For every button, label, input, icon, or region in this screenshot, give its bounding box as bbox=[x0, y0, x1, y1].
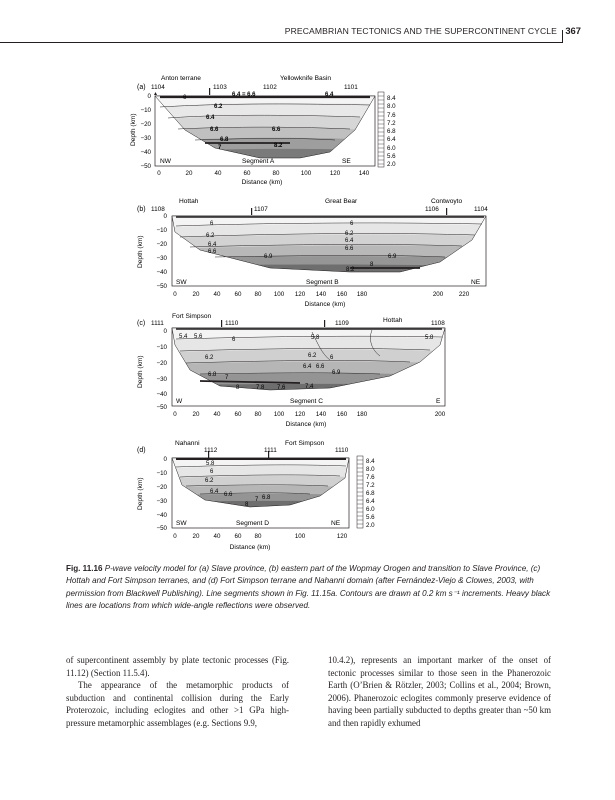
velocity-scale-value: 6.4 bbox=[387, 136, 396, 143]
contour-label: 6.4 bbox=[208, 242, 217, 248]
panel-d-distance-ticks bbox=[173, 533, 347, 540]
velocity-scale-value: 7.6 bbox=[366, 474, 375, 481]
panel-b-depth-axis-label: Depth (km) bbox=[137, 235, 144, 268]
body-column-right bbox=[328, 654, 551, 730]
panel-b-terrane-label: Hottah bbox=[179, 198, 199, 205]
velocity-scale-value: 6.0 bbox=[366, 506, 375, 513]
contour-label: 6.2 bbox=[214, 104, 223, 110]
contour-label: 6.2 bbox=[205, 355, 214, 361]
panel-a-station: 1103 bbox=[213, 84, 227, 91]
panel-b-direction-left: SW bbox=[176, 279, 187, 286]
panel-b-distance-ticks bbox=[173, 291, 469, 298]
svg-text:−40: −40 bbox=[156, 269, 167, 276]
contour-label: 6.4 = 6.6 bbox=[232, 92, 256, 98]
svg-text:20: 20 bbox=[192, 411, 200, 418]
svg-text:200: 200 bbox=[434, 411, 446, 418]
velocity-scale-value: 8.0 bbox=[387, 103, 396, 110]
running-head-title: PRECAMBRIAN TECTONICS AND THE SUPERCONTINENT CYCLE bbox=[284, 26, 557, 36]
svg-text:0: 0 bbox=[163, 456, 167, 463]
panel-c-direction-right: E bbox=[436, 398, 441, 405]
panel-c-distance-ticks bbox=[173, 411, 445, 418]
svg-text:60: 60 bbox=[234, 533, 242, 540]
contour-label: 6.8 bbox=[262, 495, 271, 501]
svg-text:−20: −20 bbox=[156, 241, 167, 248]
velocity-scale-value: 6.4 bbox=[366, 498, 375, 505]
panel-a bbox=[130, 75, 396, 186]
contour-label: 6.4 bbox=[345, 238, 354, 244]
svg-text:100: 100 bbox=[273, 411, 285, 418]
velocity-scale-value: 8.4 bbox=[387, 95, 396, 102]
velocity-scale-value: 5.6 bbox=[387, 153, 396, 160]
panel-c-segment-label: Segment C bbox=[290, 398, 323, 405]
svg-text:40: 40 bbox=[213, 533, 221, 540]
panel-a-direction-right: SE bbox=[342, 158, 351, 165]
panel-a-velocity-layers bbox=[155, 96, 375, 166]
svg-text:140: 140 bbox=[315, 291, 327, 298]
contour-label: 7 bbox=[218, 145, 222, 151]
panel-d-station: 1111 bbox=[264, 447, 277, 454]
svg-text:−50: −50 bbox=[156, 404, 167, 411]
panel-b-direction-right: NE bbox=[471, 279, 481, 286]
svg-text:20: 20 bbox=[192, 533, 200, 540]
svg-text:220: 220 bbox=[458, 291, 470, 298]
panel-c-terrane-label: Hottah bbox=[383, 317, 403, 324]
svg-text:20: 20 bbox=[192, 291, 200, 298]
panel-a-distance-axis-label: Distance (km) bbox=[241, 179, 283, 186]
panel-b-distance-axis-label: Distance (km) bbox=[304, 301, 346, 308]
contour-label: 7 bbox=[225, 375, 229, 381]
panel-d-station: 1110 bbox=[335, 447, 349, 454]
contour-label: 8 bbox=[370, 262, 374, 268]
body-column-left bbox=[66, 654, 289, 730]
contour-label: 7 bbox=[255, 497, 259, 503]
contour-label: 6.6 bbox=[210, 127, 219, 133]
contour-label: 6.2 bbox=[205, 478, 214, 484]
panel-c-station: 1110 bbox=[225, 320, 239, 327]
svg-text:−10: −10 bbox=[156, 344, 167, 351]
svg-text:40: 40 bbox=[213, 291, 221, 298]
svg-text:60: 60 bbox=[234, 291, 242, 298]
panel-a-station: 1104 bbox=[151, 84, 165, 91]
panel-c-distance-axis-label: Distance (km) bbox=[285, 421, 327, 428]
contour-label: 6.4 bbox=[325, 92, 334, 98]
svg-text:20: 20 bbox=[185, 170, 193, 177]
panel-d-distance-axis-label: Distance (km) bbox=[229, 544, 271, 551]
svg-text:120: 120 bbox=[329, 170, 341, 177]
body-paragraph: of supercontinent assembly by plate tectonic processes (Fig. 11.12) (Section 11.5.4). bbox=[66, 655, 289, 678]
panel-c-terrane-label: Fort Simpson bbox=[172, 313, 212, 320]
panel-b-station-markers bbox=[251, 208, 447, 215]
contour-label: 6.9 bbox=[388, 254, 397, 260]
svg-text:80: 80 bbox=[254, 533, 262, 540]
velocity-scale-value: 7.6 bbox=[387, 112, 396, 119]
contour-label: 6.2 bbox=[308, 353, 317, 359]
panel-b bbox=[137, 198, 488, 308]
panel-d-station: 1112 bbox=[204, 447, 218, 454]
contour-label: 5.4 bbox=[179, 334, 188, 340]
contour-label: 6.4 bbox=[206, 115, 215, 121]
svg-text:40: 40 bbox=[214, 170, 222, 177]
panel-a-station: 1102 bbox=[263, 84, 277, 91]
svg-text:−30: −30 bbox=[156, 498, 167, 505]
panel-c-station: 1108 bbox=[431, 320, 445, 327]
panel-a-direction-left: NW bbox=[160, 158, 171, 165]
contour-label: 5.8 bbox=[425, 335, 434, 341]
panel-d-terrane-label: Fort Simpson bbox=[285, 440, 325, 447]
velocity-scale-value: 7.2 bbox=[387, 120, 396, 127]
contour-label: 6 bbox=[330, 355, 334, 361]
panel-b-station: 1107 bbox=[254, 206, 268, 213]
svg-text:200: 200 bbox=[432, 291, 444, 298]
panel-d bbox=[137, 440, 375, 551]
contour-label: 6.9 bbox=[332, 370, 341, 376]
svg-text:−10: −10 bbox=[140, 107, 151, 114]
panel-a-depth-ticks bbox=[141, 93, 152, 170]
figure-caption-label: Fig. 11.16 bbox=[66, 564, 103, 573]
panel-b-depth-ticks bbox=[157, 213, 168, 290]
panel-a-label: (a) bbox=[137, 84, 146, 91]
panel-b-velocity-layers bbox=[172, 216, 486, 286]
svg-text:100: 100 bbox=[273, 291, 285, 298]
svg-text:−20: −20 bbox=[140, 121, 151, 128]
svg-text:80: 80 bbox=[254, 411, 262, 418]
panel-c bbox=[137, 313, 446, 428]
svg-text:120: 120 bbox=[336, 533, 348, 540]
panel-b-station: 1106 bbox=[425, 206, 439, 213]
panel-c-station: 1109 bbox=[335, 320, 349, 327]
velocity-scale-value: 2.0 bbox=[387, 161, 396, 168]
panel-c-direction-left: W bbox=[176, 398, 183, 405]
panel-b-terrane-label: Great Bear bbox=[325, 198, 358, 205]
panel-b-label: (b) bbox=[137, 206, 146, 213]
panel-d-label: (d) bbox=[137, 447, 146, 454]
velocity-scale-value: 7.2 bbox=[366, 482, 375, 489]
contour-label: 6.6 bbox=[316, 364, 325, 370]
panel-d-direction-left: SW bbox=[176, 520, 187, 527]
panel-b-station: 1104 bbox=[474, 206, 488, 213]
page-number: 367 bbox=[565, 25, 581, 36]
svg-text:140: 140 bbox=[315, 411, 327, 418]
panel-a-velocity-scale bbox=[378, 92, 396, 168]
body-paragraph: 10.4.2), represents an important marker of the onset of tectonic processes similar to those seen in the Phanerozoic Earth (O’Brien & Rötzler, 2003; Collins et al., 2004; Brown, 2006). Phanerozoic eclogites commonly preserve evidence of having been partially subducted to depths greater than ~50 km and then rapidly exhumed bbox=[328, 655, 551, 728]
svg-text:120: 120 bbox=[294, 291, 306, 298]
panel-a-depth-axis-label: Depth (km) bbox=[130, 113, 137, 146]
contour-label: 6 bbox=[350, 221, 354, 227]
svg-text:180: 180 bbox=[356, 291, 368, 298]
body-paragraph: The appearance of the metamorphic products of subduction and continental collision during the Early Proterozoic, including eclogites and other >1 GPa high-pressure metamorphic assemblages (e.g. Sections 9.9, bbox=[66, 680, 289, 728]
velocity-scale-value: 8.4 bbox=[366, 458, 375, 465]
velocity-scale-value: 6.0 bbox=[387, 145, 396, 152]
panel-d-direction-right: NE bbox=[331, 520, 341, 527]
panel-c-depth-ticks bbox=[157, 328, 168, 411]
panel-c-depth-axis-label: Depth (km) bbox=[137, 355, 144, 388]
svg-text:−30: −30 bbox=[156, 255, 167, 262]
contour-label: 6.8 bbox=[220, 137, 229, 143]
velocity-scale-value: 8.0 bbox=[366, 466, 375, 473]
svg-text:−10: −10 bbox=[156, 470, 167, 477]
svg-text:160: 160 bbox=[336, 291, 348, 298]
contour-label: 6.6 bbox=[224, 492, 233, 498]
contour-label: 8.2 bbox=[274, 143, 283, 149]
panel-d-segment-label: Segment D bbox=[236, 520, 269, 527]
svg-text:−40: −40 bbox=[140, 149, 151, 156]
contour-label: 5.6 bbox=[194, 334, 203, 340]
contour-label: 6.6 bbox=[272, 127, 281, 133]
svg-text:−40: −40 bbox=[156, 512, 167, 519]
svg-text:40: 40 bbox=[213, 411, 221, 418]
svg-text:100: 100 bbox=[294, 533, 306, 540]
panel-d-depth-ticks bbox=[157, 456, 168, 532]
panel-b-station: 1108 bbox=[151, 206, 165, 213]
contour-label: 6.4 bbox=[210, 489, 219, 495]
contour-label: 5.8 bbox=[206, 461, 215, 467]
panel-b-terrane-label: Contwoyto bbox=[431, 198, 463, 205]
svg-text:80: 80 bbox=[254, 291, 262, 298]
velocity-scale-value: 6.8 bbox=[366, 490, 375, 497]
panel-b-segment-label: Segment B bbox=[306, 279, 339, 286]
svg-text:0: 0 bbox=[163, 328, 167, 335]
svg-text:120: 120 bbox=[294, 411, 306, 418]
svg-text:140: 140 bbox=[358, 170, 370, 177]
figure-caption bbox=[66, 563, 554, 612]
contour-label: 6 bbox=[183, 95, 187, 101]
panel-a-terrane-left: Anton terrane bbox=[161, 75, 201, 82]
contour-label: 8 bbox=[236, 385, 240, 391]
svg-text:60: 60 bbox=[243, 170, 251, 177]
svg-text:−30: −30 bbox=[156, 376, 167, 383]
svg-text:−50: −50 bbox=[156, 525, 167, 532]
svg-text:−40: −40 bbox=[156, 391, 167, 398]
panel-a-station: 1101 bbox=[344, 84, 358, 91]
svg-text:−10: −10 bbox=[156, 227, 167, 234]
contour-label: 6 bbox=[232, 337, 236, 343]
panel-a-terrane-right: Yellowknife Basin bbox=[280, 75, 332, 82]
panel-c-label: (c) bbox=[137, 320, 146, 327]
panel-d-terrane-label: Nahanni bbox=[175, 440, 200, 447]
panel-d-velocity-scale bbox=[357, 456, 375, 529]
contour-label: 6.4 bbox=[303, 364, 312, 370]
svg-text:−20: −20 bbox=[156, 484, 167, 491]
panel-d-depth-axis-label: Depth (km) bbox=[137, 477, 144, 510]
svg-text:0: 0 bbox=[157, 170, 161, 177]
panel-a-segment-label: Segment A bbox=[242, 158, 275, 165]
svg-text:0: 0 bbox=[173, 533, 177, 540]
contour-label: 6 bbox=[210, 221, 214, 227]
svg-text:180: 180 bbox=[356, 411, 368, 418]
figure-caption-text: P-wave velocity model for (a) Slave province, (b) eastern part of the Wopmay Orogen and transition to Slave Province, (c) Hottah and Fort Simpson terranes, and (d) Fort Simpson terrane and Nahanni domain (after Fernández-Viejo & Clowes, 2003, with permission from Blackwell Publishing). Line segments shown in Fig. 11.15a. Contours are drawn at 0.2 km s⁻¹ increments. Heavy black lines are locations from which wide-angle reflections were observed. bbox=[66, 564, 551, 610]
svg-text:−50: −50 bbox=[156, 283, 167, 290]
panel-c-station: 1111 bbox=[151, 320, 164, 327]
panel-a-distance-ticks bbox=[157, 170, 369, 177]
contour-label: 6.6 bbox=[208, 249, 217, 255]
svg-text:0: 0 bbox=[173, 411, 177, 418]
contour-label: 5.8 bbox=[311, 335, 320, 341]
contour-label: 6.2 bbox=[206, 233, 215, 239]
contour-label: 8 bbox=[245, 502, 249, 508]
contour-label: 8.2 bbox=[346, 267, 355, 273]
contour-label: 7.6 bbox=[277, 385, 286, 391]
svg-text:60: 60 bbox=[234, 411, 242, 418]
svg-text:−50: −50 bbox=[140, 163, 151, 170]
contour-label: 6 bbox=[210, 469, 214, 475]
svg-text:0: 0 bbox=[173, 291, 177, 298]
velocity-scale-value: 5.6 bbox=[366, 514, 375, 521]
svg-text:−30: −30 bbox=[140, 135, 151, 142]
svg-text:160: 160 bbox=[336, 411, 348, 418]
svg-text:100: 100 bbox=[300, 170, 312, 177]
velocity-scale-value: 2.0 bbox=[366, 522, 375, 529]
contour-label: 6.2 bbox=[345, 231, 354, 237]
svg-text:−20: −20 bbox=[156, 360, 167, 367]
contour-label: 7.8 bbox=[256, 385, 265, 391]
svg-text:0: 0 bbox=[147, 93, 151, 100]
velocity-scale-value: 6.8 bbox=[387, 128, 396, 135]
svg-text:0: 0 bbox=[163, 213, 167, 220]
contour-label: 6.8 bbox=[208, 372, 217, 378]
svg-text:80: 80 bbox=[272, 170, 280, 177]
contour-label: 6.6 bbox=[345, 246, 354, 252]
contour-label: 7.4 bbox=[305, 384, 314, 390]
contour-label: 6.9 bbox=[264, 254, 273, 260]
